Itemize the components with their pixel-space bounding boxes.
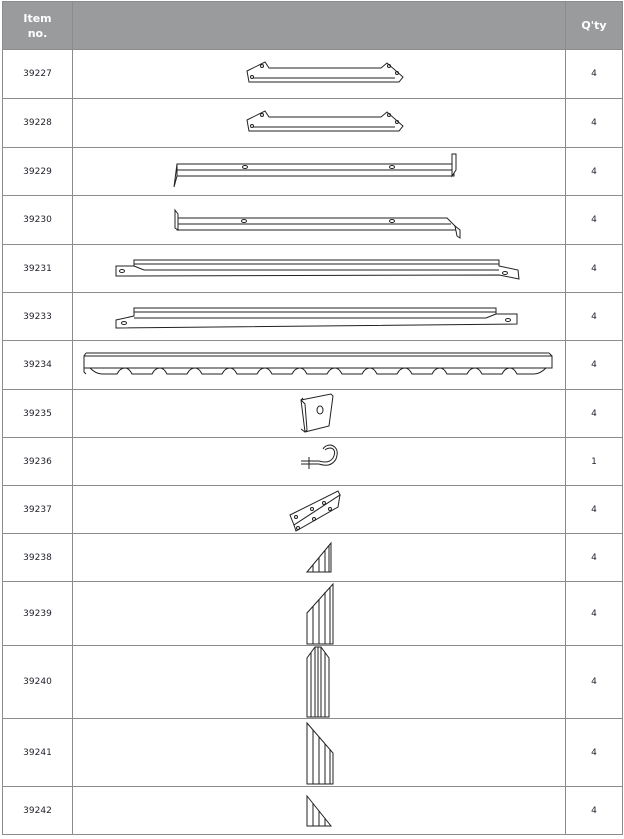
item-number: 39236 <box>3 438 73 486</box>
angle-rail-left-tab-icon <box>114 302 524 332</box>
clip-bracket-icon <box>289 392 349 436</box>
angle-rail-right-tab-icon <box>114 254 524 284</box>
table-row <box>3 196 623 245</box>
item-number: 39230 <box>3 196 73 245</box>
quantity: 4 <box>566 486 623 534</box>
table-row <box>3 341 623 390</box>
quantity: 4 <box>566 582 623 646</box>
tall-gable-panel-right-icon <box>299 583 339 645</box>
quantity: 4 <box>566 787 623 835</box>
square-tube-rail-icon <box>169 200 469 240</box>
peak-gable-panel-icon <box>299 646 339 718</box>
item-number: 39231 <box>3 245 73 293</box>
header-image <box>73 2 566 50</box>
hook-icon <box>289 442 349 482</box>
quantity: 4 <box>566 534 623 582</box>
header-qty: Q'ty <box>566 2 623 50</box>
table-row <box>3 582 623 646</box>
item-number: 39229 <box>3 148 73 196</box>
item-number: 39228 <box>3 99 73 148</box>
corrugated-trim-icon <box>82 350 556 380</box>
quantity: 4 <box>566 646 623 719</box>
table-row <box>3 486 623 534</box>
table-row <box>3 787 623 835</box>
quantity: 4 <box>566 245 623 293</box>
item-number: 39234 <box>3 341 73 390</box>
short-bracket-rail-icon <box>219 108 419 138</box>
angle-brace-icon <box>284 487 354 533</box>
parts-table <box>2 1 623 835</box>
tall-gable-panel-left-icon <box>299 721 339 785</box>
table-row <box>3 50 623 99</box>
item-number: 39239 <box>3 582 73 646</box>
quantity: 4 <box>566 148 623 196</box>
quantity: 4 <box>566 719 623 787</box>
header-row <box>3 2 623 50</box>
table-row <box>3 719 623 787</box>
item-number: 39227 <box>3 50 73 99</box>
item-number: 39241 <box>3 719 73 787</box>
item-number: 39233 <box>3 293 73 341</box>
square-tube-rail-icon <box>169 152 469 192</box>
quantity: 4 <box>566 293 623 341</box>
short-bracket-rail-icon <box>219 59 419 89</box>
table-row <box>3 438 623 486</box>
table-row <box>3 646 623 719</box>
item-number: 39238 <box>3 534 73 582</box>
item-number: 39235 <box>3 390 73 438</box>
table-row <box>3 99 623 148</box>
quantity: 4 <box>566 99 623 148</box>
table-row <box>3 293 623 341</box>
quantity: 1 <box>566 438 623 486</box>
item-number: 39237 <box>3 486 73 534</box>
small-gable-panel-right-icon <box>299 541 339 575</box>
small-gable-panel-left-icon <box>299 794 339 828</box>
header-item-no: Item no. <box>3 2 73 50</box>
quantity: 4 <box>566 50 623 99</box>
table-row <box>3 534 623 582</box>
item-number: 39240 <box>3 646 73 719</box>
quantity: 4 <box>566 390 623 438</box>
table-row <box>3 390 623 438</box>
table-row <box>3 245 623 293</box>
quantity: 4 <box>566 196 623 245</box>
item-number: 39242 <box>3 787 73 835</box>
table-row <box>3 148 623 196</box>
quantity: 4 <box>566 341 623 390</box>
